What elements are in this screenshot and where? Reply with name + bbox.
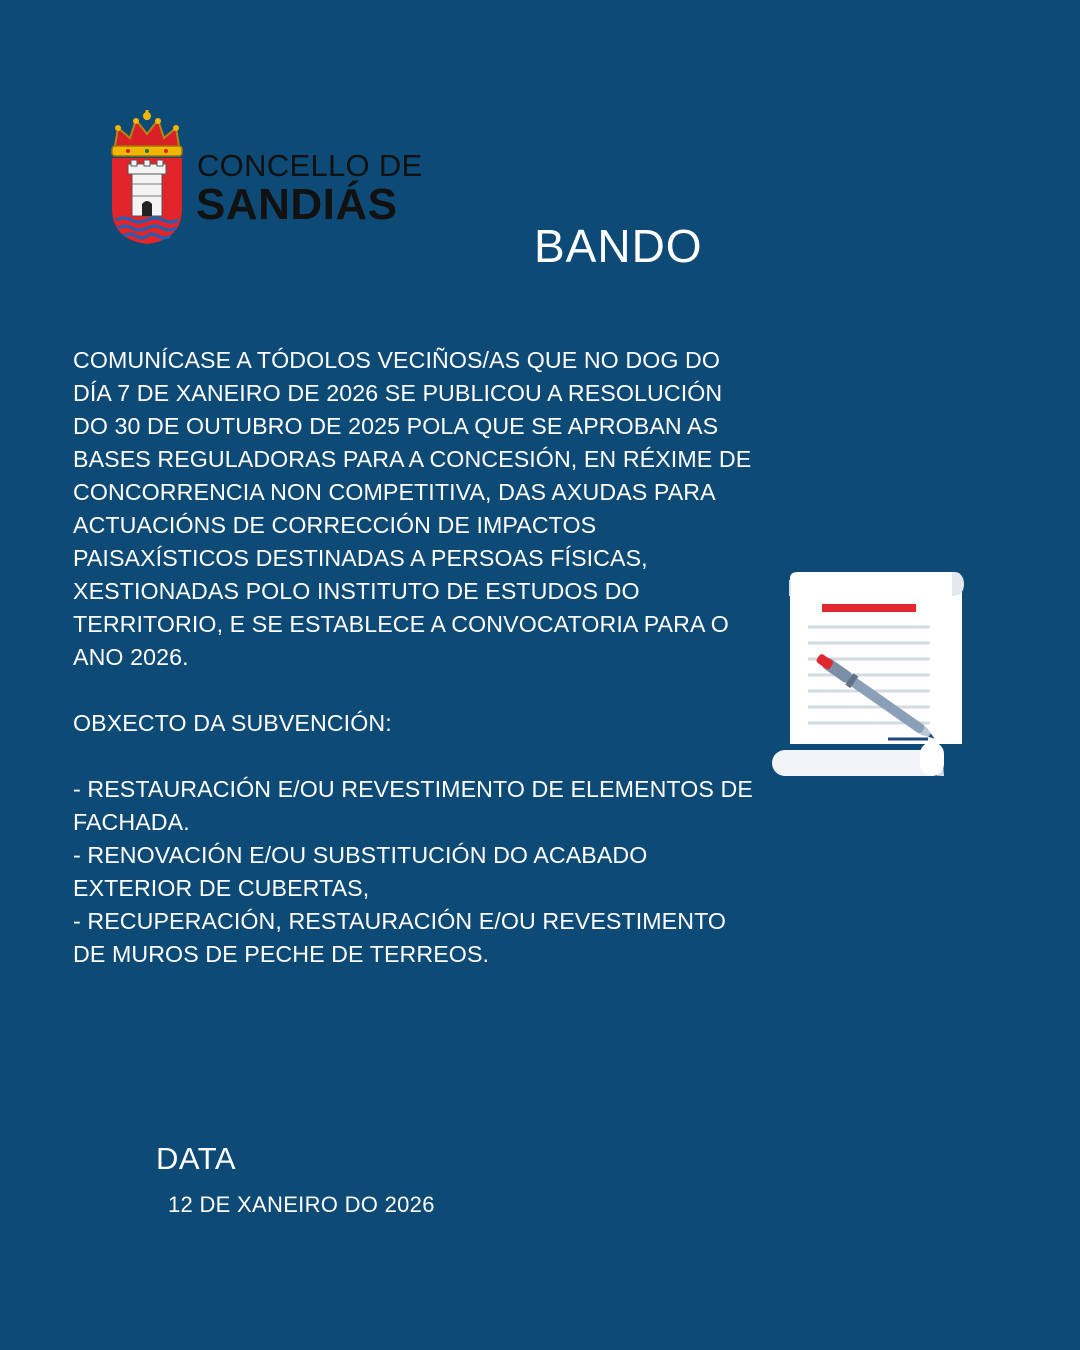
coat-of-arms-icon <box>108 108 186 248</box>
announcement-body <box>73 344 763 971</box>
announcement-paragraph: COMUNÍCASE A TÓDOLOS VECIÑOS/AS QUE NO DOG DO DÍA 7 DE XANEIRO DE 2026 SE PUBLICOU A RESOLUCIÓN DO 30 DE OUTUBRO DE 2025 POLA QUE SE APROBAN AS BASES REGULADORAS PARA A CONCESIÓN, EN RÉXIME DE CONCORRENCIA NON COMPETITIVA, DAS AXUDAS PARA ACTUACIÓNS DE CORRECCIÓN DE IMPACTOS PAISAXÍSTICOS DESTINADAS A PERSOAS FÍSICAS, XESTIONADAS POLO INSTITUTO DE ESTUDOS DO TERRITORIO, E SE ESTABLECE A CONVOCATORIA PARA O ANO 2026. <box>73 347 752 670</box>
page-title: BANDO <box>534 220 703 272</box>
concello-logo <box>108 108 423 248</box>
date-label: DATA <box>156 1141 237 1176</box>
logo-line2: SANDIÁS <box>196 180 398 229</box>
object-item-2: - RENOVACIÓN E/OU SUBSTITUCIÓN DO ACABADO EXTERIOR DE CUBERTAS, <box>73 842 648 901</box>
object-heading: OBXECTO DA SUBVENCIÓN: <box>73 710 392 736</box>
logo-line1: CONCELLO DE <box>197 148 423 183</box>
object-item-1: - RESTAURACIÓN E/OU REVESTIMENTO DE ELEMENTOS DE FACHADA. <box>73 776 753 835</box>
document-red-header <box>822 604 916 612</box>
scroll-document-with-pen-icon <box>766 566 1026 786</box>
object-item-3: - RECUPERACIÓN, RESTAURACIÓN E/OU REVESTIMENTO DE MUROS DE PECHE DE TERREOS. <box>73 908 727 967</box>
date-value: 12 DE XANEIRO DO 2026 <box>168 1192 435 1217</box>
